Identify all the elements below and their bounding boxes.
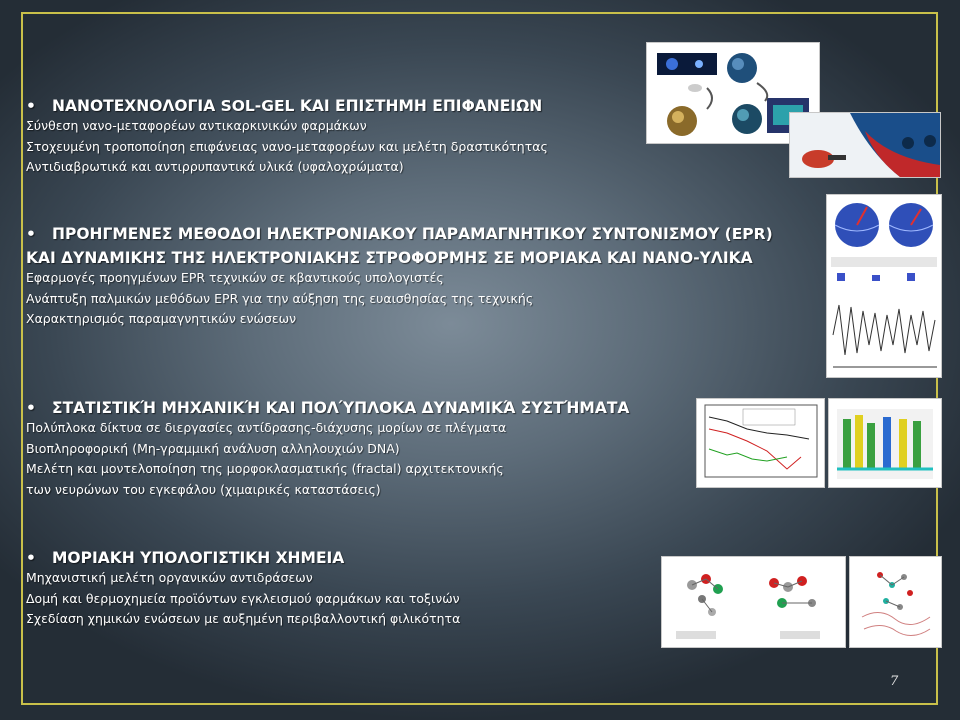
text-line: των νευρώνων του εγκεφάλου (χιμαιρικές καταστάσεις) (26, 481, 381, 497)
section-heading (26, 96, 548, 116)
network-graph-image (696, 398, 825, 488)
text-line: Στοχευμένη τροποποίηση επιφάνειας νανο-μεταφορέων και μελέτη δραστικότητας (26, 138, 548, 154)
section-heading (26, 224, 773, 244)
section-heading (26, 398, 629, 418)
text-line: Σύνθεση νανο-μεταφορέων αντικαρκινικών φαρμάκων (26, 118, 367, 133)
section-title: ΣΤΑΤΙΣΤΙΚΉ ΜΗΧΑΝΙΚΉ ΚΑΙ ΠΟΛΎΠΛΟΚΑ ΔΥΝΑΜΙΚΆ ΣΥΣΤΉΜΑΤΑ (52, 399, 630, 417)
text-line: Μηχανιστική μελέτη οργανικών αντιδράσεων (26, 570, 313, 585)
text-line: Αντιδιαβρωτικά και αντιρρυπαντικά υλικά (υφαλοχρώματα) (26, 159, 404, 174)
text-line: Σχεδίαση χημικών ενώσεων με αυξημένη περιβαλλοντική φιλικότητα (26, 611, 461, 626)
section-title: ΠΡΟΗΓΜΕΝΕΣ ΜΕΘΟΔΟΙ ΗΛΕΚΤΡΟΝΙΑΚΟΥ ΠΑΡΑΜΑΓΝΗΤΙΚΟΥ ΣΥΝΤΟΝΙΣΜΟΥ (EPR) (52, 225, 773, 243)
text-line: Δομή και θερμοχημεία προϊόντων εγκλεισμού φαρμάκων και τοξινών (26, 590, 460, 606)
page-number: 7 (890, 674, 899, 689)
section-computational-chemistry (26, 548, 460, 630)
ship-antifouling-image (789, 112, 941, 178)
section-epr (26, 224, 773, 330)
section-title: ΜΟΡΙΑΚΗ ΥΠΟΛΟΓΙΣΤΙΚΗ ΧΗΜΕΙΑ (52, 549, 345, 567)
bullet: • (26, 399, 36, 417)
text-line: Πολύπλοκα δίκτυα σε διεργασίες αντίδρασης-διάχυσης μορίων σε πλέγματα (26, 420, 507, 435)
bullet: • (26, 225, 36, 243)
transition-state-molecules-image (661, 556, 846, 648)
section-sol-gel (26, 96, 548, 178)
section-title-continued: ΚΑΙ ΔΥΝΑΜΙΚΗΣ ΤΗΣ ΗΛΕΚΤΡΟΝΙΑΚΗΣ ΣΤΡΟΦΟΡΜΗΣ ΣΕ ΜΟΡΙΑΚΑ ΚΑΙ ΝΑΝΟ-ΥΛΙΚΑ (26, 249, 753, 267)
section-heading (26, 548, 460, 568)
epr-spheres-pulse-image (826, 194, 942, 378)
inclusion-complex-image (849, 556, 942, 648)
section-statistical-mechanics (26, 398, 629, 500)
text-line: Βιοπληροφορική (Μη-γραμμική ανάλυση αλληλουχιών DNA) (26, 440, 400, 456)
chimera-states-image (828, 398, 942, 488)
text-line: Χαρακτηρισμός παραμαγνητικών ενώσεων (26, 311, 297, 326)
bullet: • (26, 549, 36, 567)
bullet: • (26, 97, 36, 115)
text-line: Εφαρμογές προηγμένων EPR τεχνικών σε κβαντικούς υπολογιστές (26, 270, 444, 285)
text-line: Μελέτη και μοντελοποίηση της μορφοκλασματικής (fractal) αρχιτεκτονικής (26, 461, 504, 476)
section-title: ΝΑΝΟΤΕΧΝΟΛΟΓΙΑ SOL-GEL ΚΑΙ ΕΠΙΣΤΗΜΗ ΕΠΙΦΑΝΕΙΩΝ (52, 97, 543, 115)
text-line: Ανάπτυξη παλμικών μεθόδων EPR για την αύξηση της ευαισθησίας της τεχνικής (26, 290, 534, 306)
